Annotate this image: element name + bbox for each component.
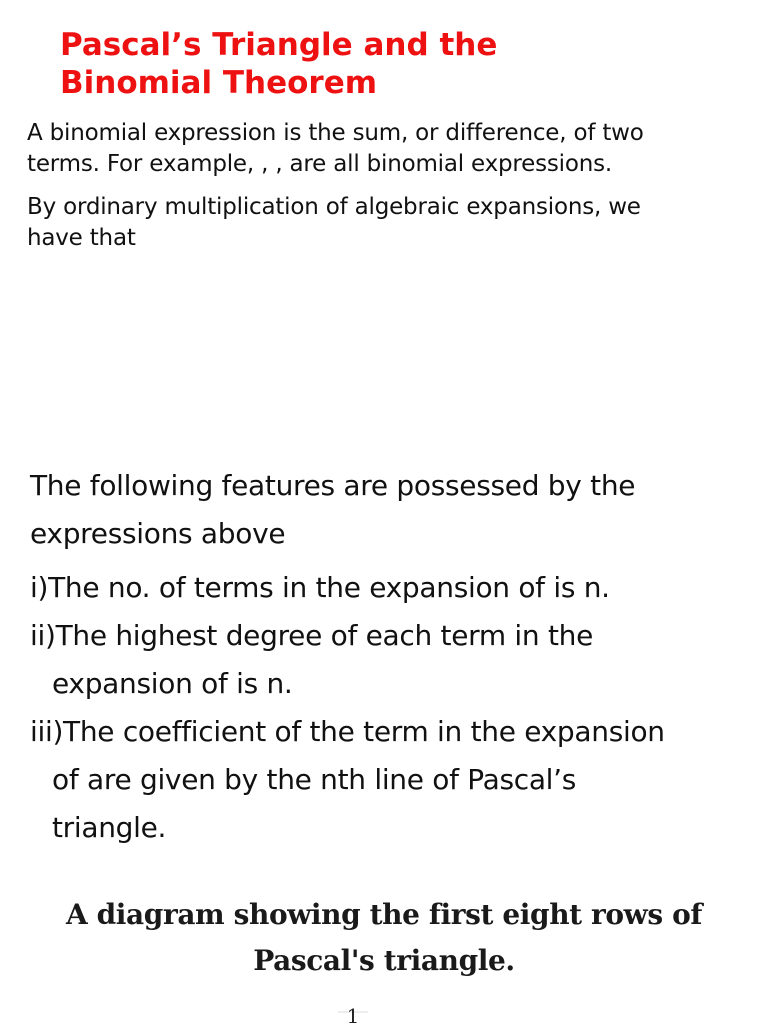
feature-item-3-continuation: of are given by the nth line of Pascal’s xyxy=(52,763,577,796)
figure-caption xyxy=(0,892,768,984)
caption-line-1: A diagram showing the first eight rows of xyxy=(65,898,703,931)
feature-item-2: ii)The highest degree of each term in the xyxy=(30,619,594,652)
feature-item-2-continuation: expansion of is n. xyxy=(52,667,293,700)
features-lead-line-1: The following features are possessed by the xyxy=(30,469,636,502)
feature-item-3: iii)The coefficient of the term in the expansion xyxy=(30,715,665,748)
pascal-triangle-figure xyxy=(336,1002,370,1024)
feature-item-3-continuation-2: triangle. xyxy=(52,811,167,844)
pascal-triangle-svg xyxy=(336,1002,370,1024)
intro-line-3: By ordinary multiplication of algebraic expansions, we xyxy=(27,194,641,220)
intro-line-1: A binomial expression is the sum, or difference, of two xyxy=(27,120,644,146)
page-title xyxy=(60,26,700,102)
intro-line-2: terms. For example, , , are all binomial expressions. xyxy=(27,151,613,177)
features-section xyxy=(30,462,750,852)
intro-paragraph xyxy=(27,118,757,254)
title-line-2: Binomial Theorem xyxy=(60,65,378,101)
feature-item-1: i)The no. of terms in the expansion of is n. xyxy=(30,571,610,604)
intro-line-4: have that xyxy=(27,225,136,251)
pascal-row-1-value: 1 xyxy=(346,1004,360,1024)
caption-line-2: Pascal's triangle. xyxy=(253,944,515,977)
features-lead-line-2: expressions above xyxy=(30,517,286,550)
title-line-1: Pascal’s Triangle and the xyxy=(60,27,498,63)
